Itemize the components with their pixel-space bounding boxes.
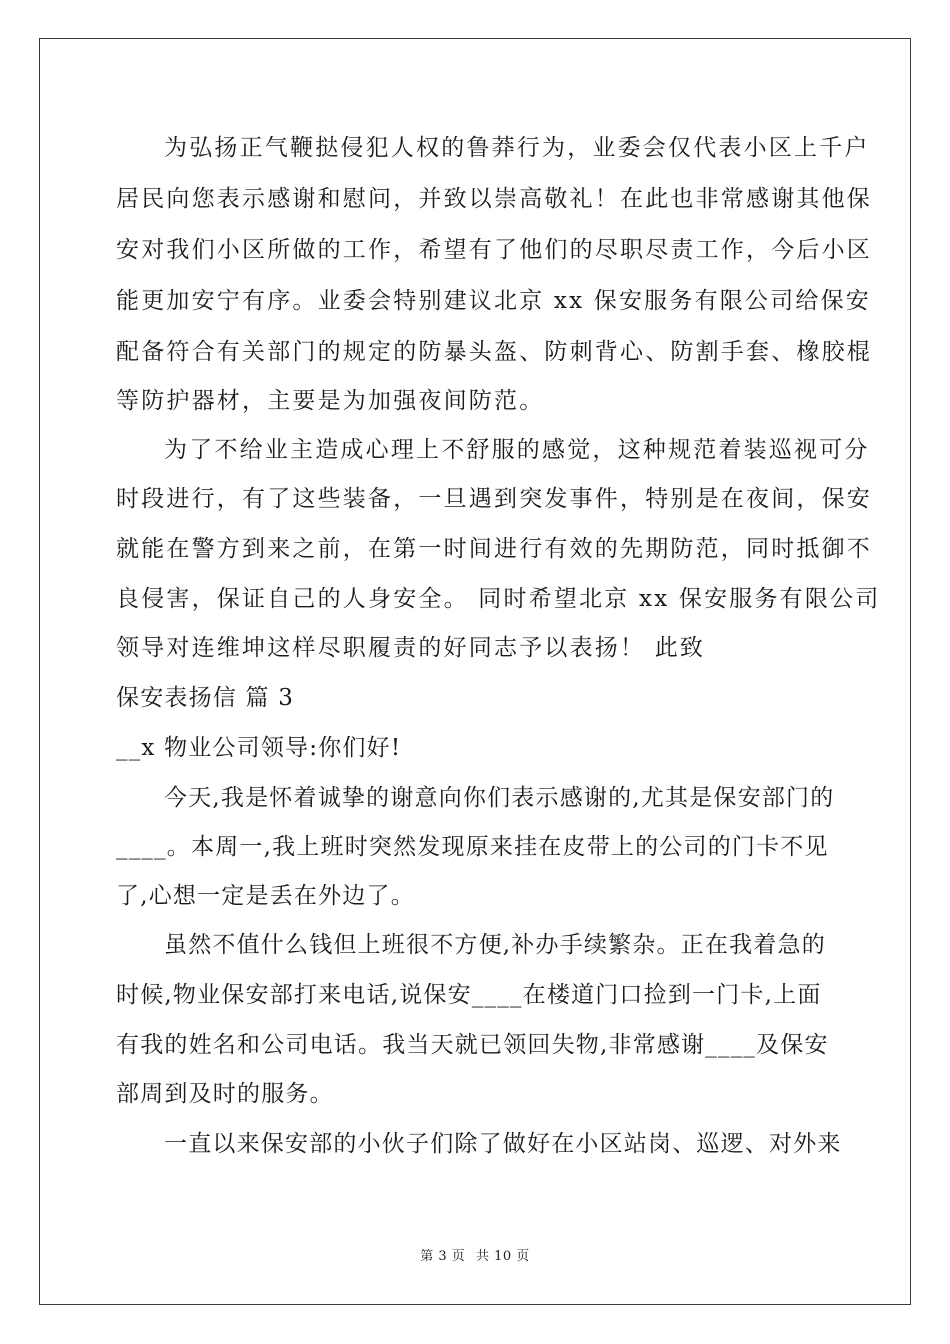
letter-paragraph-3-line-1: 一直以来保安部的小伙子们除了做好在小区站岗、巡逻、对外来: [164, 1131, 842, 1157]
paragraph-1-line-1: 为弘扬正气鞭挞侵犯人权的鲁莽行为，业委会仅代表小区上千户: [164, 135, 870, 161]
paragraph-2-line-4: 良侵害，保证自己的人身安全。 同时希望北京 xx 保安服务有限公司: [116, 586, 881, 612]
letter-paragraph-2-line-2: 时候,物业保安部打来电话,说保安____在楼道门口捡到一门卡,上面: [116, 982, 822, 1008]
paragraph-1-line-2: 居民向您表示感谢和慰问，并致以崇高敬礼！在此也非常感谢其他保: [116, 186, 872, 212]
paragraph-2-line-2: 时段进行，有了这些装备，一旦遇到突发事件，特别是在夜间，保安: [116, 486, 872, 512]
paragraph-1-line-5: 配备符合有关部门的规定的防暴头盔、防刺背心、防割手套、橡胶棍: [116, 339, 872, 365]
section-heading: 保安表扬信 篇 3: [116, 685, 295, 711]
paragraph-1-line-4: 能更加安宁有序。业委会特别建议北京 xx 保安服务有限公司给保安: [116, 288, 871, 314]
letter-paragraph-2-line-1: 虽然不值什么钱但上班很不方便,补办手续繁杂。正在我着急的: [164, 932, 826, 958]
page-border: [39, 38, 911, 1305]
paragraph-2-line-5: 领导对连维坤这样尽职履责的好同志予以表扬！ 此致: [116, 635, 706, 661]
letter-paragraph-1-line-1: 今天,我是怀着诚挚的谢意向你们表示感谢的,尤其是保安部门的: [164, 785, 835, 811]
letter-paragraph-2-line-4: 部周到及时的服务。: [116, 1081, 334, 1107]
paragraph-1-line-6: 等防护器材，主要是为加强夜间防范。: [116, 388, 545, 414]
paragraph-2-line-1: 为了不给业主造成心理上不舒服的感觉，这种规范着装巡视可分: [164, 437, 870, 463]
page-number: 第 3 页: [420, 1249, 466, 1264]
paragraph-1-line-3: 安对我们小区所做的工作，希望有了他们的尽职尽责工作，今后小区: [116, 237, 872, 263]
letter-paragraph-1-line-3: 了,心想一定是丢在外边了。: [116, 883, 415, 909]
page-total: 共 10 页: [475, 1249, 530, 1264]
salutation: __x 物业公司领导:你们好!: [116, 735, 402, 761]
letter-paragraph-2-line-3: 有我的姓名和公司电话。我当天就已领回失物,非常感谢____及保安: [116, 1032, 829, 1058]
page-footer: [0, 1248, 950, 1266]
letter-paragraph-1-line-2: ____。本周一,我上班时突然发现原来挂在皮带上的公司的门卡不见: [116, 834, 829, 860]
paragraph-2-line-3: 就能在警方到来之前，在第一时间进行有效的先期防范，同时抵御不: [116, 536, 872, 562]
